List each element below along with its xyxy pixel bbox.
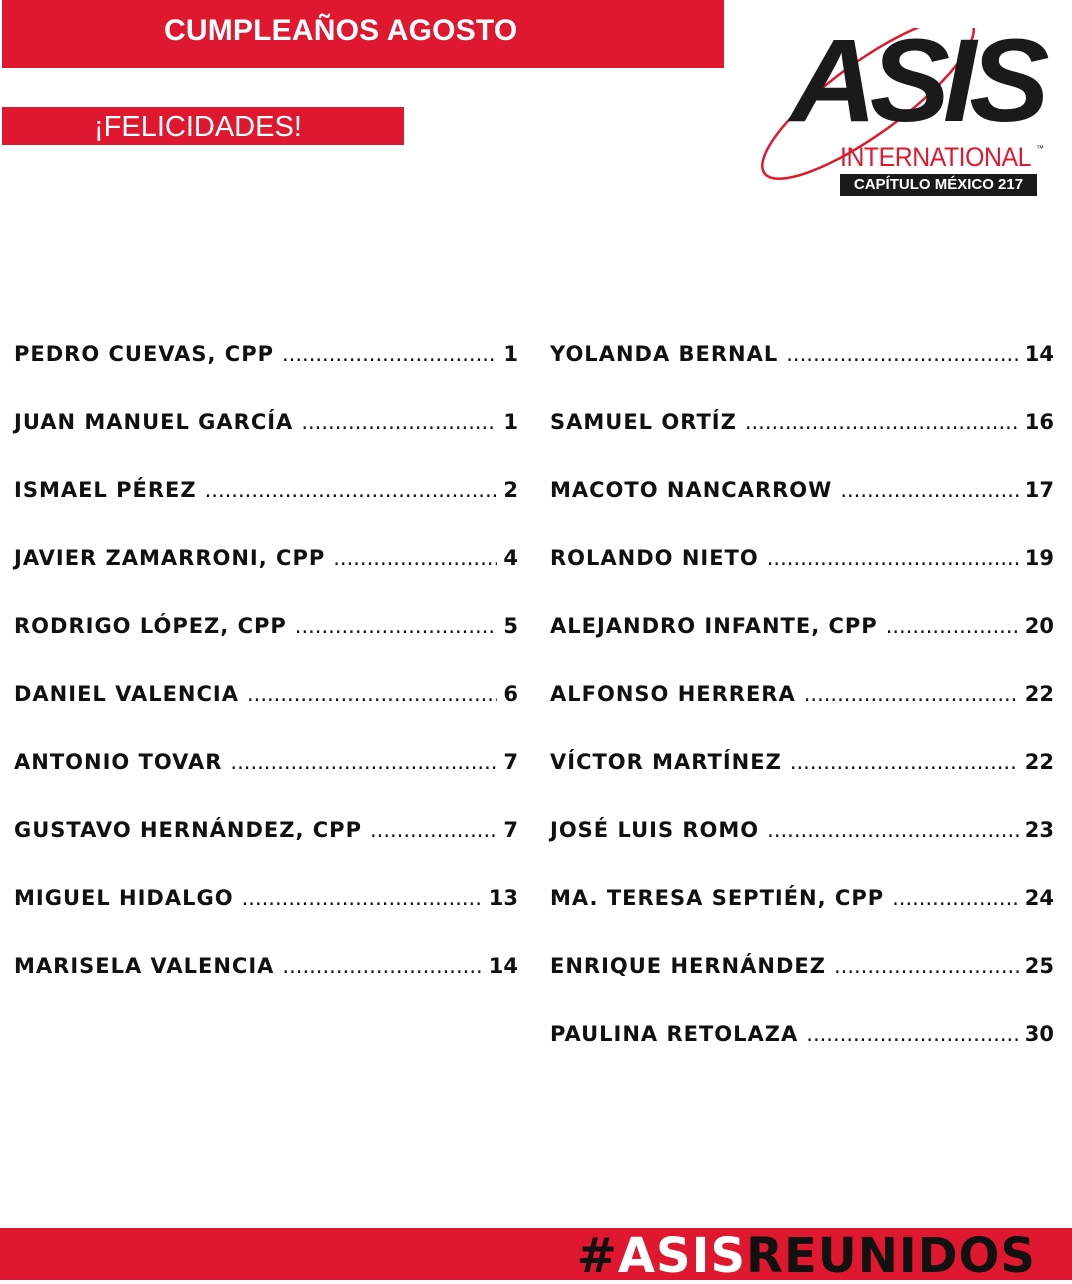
birthday-name: JOSÉ LUIS ROMO [550,818,760,842]
birthday-name: VÍCTOR MARTÍNEZ [550,750,782,774]
birthday-day: 14 [1024,342,1054,366]
birthday-row [14,948,518,1016]
birthday-day: 7 [503,818,518,842]
birthday-day: 6 [503,682,518,706]
birthday-row [550,608,1054,676]
dot-leader [282,948,482,984]
dot-leader [370,812,497,848]
birthday-name: RODRIGO LÓPEZ, CPP [14,614,287,638]
birthday-row [550,880,1054,948]
birthday-name: ROLANDO NIETO [550,546,759,570]
dot-leader [790,744,1019,780]
subtitle-banner [2,107,404,145]
birthday-row [14,472,518,540]
birthday-day: 5 [503,614,518,638]
birthday-day: 1 [503,342,518,366]
birthday-name: SAMUEL ORTÍZ [550,410,737,434]
birthday-row [550,812,1054,880]
birthday-day: 4 [503,546,518,570]
birthday-row [550,744,1054,812]
birthday-row [550,472,1054,540]
dot-leader [834,948,1019,984]
birthday-name: PEDRO CUEVAS, CPP [14,342,274,366]
birthday-day: 22 [1024,750,1054,774]
dot-leader [301,404,497,440]
birthday-day: 17 [1024,478,1054,502]
hashtag-symbol: # [576,1228,618,1284]
dot-leader [786,336,1019,372]
dot-leader [295,608,498,644]
birthday-day: 14 [488,954,518,978]
birthday-day: 16 [1024,410,1054,434]
birthday-name: GUSTAVO HERNÁNDEZ, CPP [14,818,362,842]
dot-leader [767,540,1019,576]
dot-leader [333,540,497,576]
birthday-day: 25 [1024,954,1054,978]
birthday-row [550,540,1054,608]
dot-leader [230,744,497,780]
birthday-name: ANTONIO TOVAR [14,750,223,774]
birthday-list-right [550,336,1054,1084]
birthday-row [550,1016,1054,1084]
birthday-name: MIGUEL HIDALGO [14,886,234,910]
birthday-row [14,540,518,608]
logo-wordmark: ASIS [790,15,1043,147]
birthday-row [14,608,518,676]
title-banner [2,0,724,68]
birthday-day: 7 [503,750,518,774]
birthday-day: 1 [503,410,518,434]
birthday-day: 22 [1024,682,1054,706]
hashtag [576,1228,1036,1284]
birthday-row [14,812,518,880]
birthday-name: ISMAEL PÉREZ [14,478,197,502]
birthday-row [14,676,518,744]
birthday-name: DANIEL VALENCIA [14,682,239,706]
birthday-row [14,744,518,812]
dot-leader [247,676,497,712]
birthday-list-left [14,336,518,1016]
birthday-day: 24 [1024,886,1054,910]
dot-leader [804,676,1019,712]
dot-leader [892,880,1019,916]
birthday-day: 19 [1024,546,1054,570]
birthday-day: 13 [488,886,518,910]
birthday-row [14,336,518,404]
birthday-name: ENRIQUE HERNÁNDEZ [550,954,826,978]
birthday-name: PAULINA RETOLAZA [550,1022,799,1046]
logo-trademark: ™ [1036,144,1044,153]
dot-leader [205,472,498,508]
birthday-name: JAVIER ZAMARRONI, CPP [14,546,326,570]
birthday-day: 30 [1024,1022,1054,1046]
birthday-row [550,336,1054,404]
birthday-name: ALFONSO HERRERA [550,682,796,706]
logo-international: INTERNATIONAL [840,142,1031,172]
birthday-day: 20 [1024,614,1054,638]
page-subtitle: ¡FELICIDADES! [94,111,302,143]
birthday-name: MA. TERESA SEPTIÉN, CPP [550,886,885,910]
hashtag-part-asis: ASIS [617,1228,747,1284]
dot-leader [282,336,497,372]
asis-logo [748,15,1048,200]
birthday-name: MACOTO NANCARROW [550,478,833,502]
hashtag-part-reunidos: REUNIDOS [746,1228,1036,1284]
dot-leader [745,404,1019,440]
dot-leader [767,812,1019,848]
birthday-name: YOLANDA BERNAL [550,342,779,366]
birthday-row [14,880,518,948]
page-title: CUMPLEAÑOS AGOSTO [164,14,518,47]
birthday-name: MARISELA VALENCIA [14,954,275,978]
dot-leader [840,472,1018,508]
birthday-day: 23 [1024,818,1054,842]
birthday-row [550,676,1054,744]
logo-chapter: CAPÍTULO MÉXICO 217 [840,174,1037,196]
dot-leader [886,608,1019,644]
birthday-row [550,404,1054,472]
birthday-name: ALEJANDRO INFANTE, CPP [550,614,878,638]
birthday-day: 2 [503,478,518,502]
birthday-name: JUAN MANUEL GARCÍA [14,410,294,434]
birthday-row [14,404,518,472]
dot-leader [806,1016,1019,1052]
dot-leader [242,880,483,916]
birthday-row [550,948,1054,1016]
